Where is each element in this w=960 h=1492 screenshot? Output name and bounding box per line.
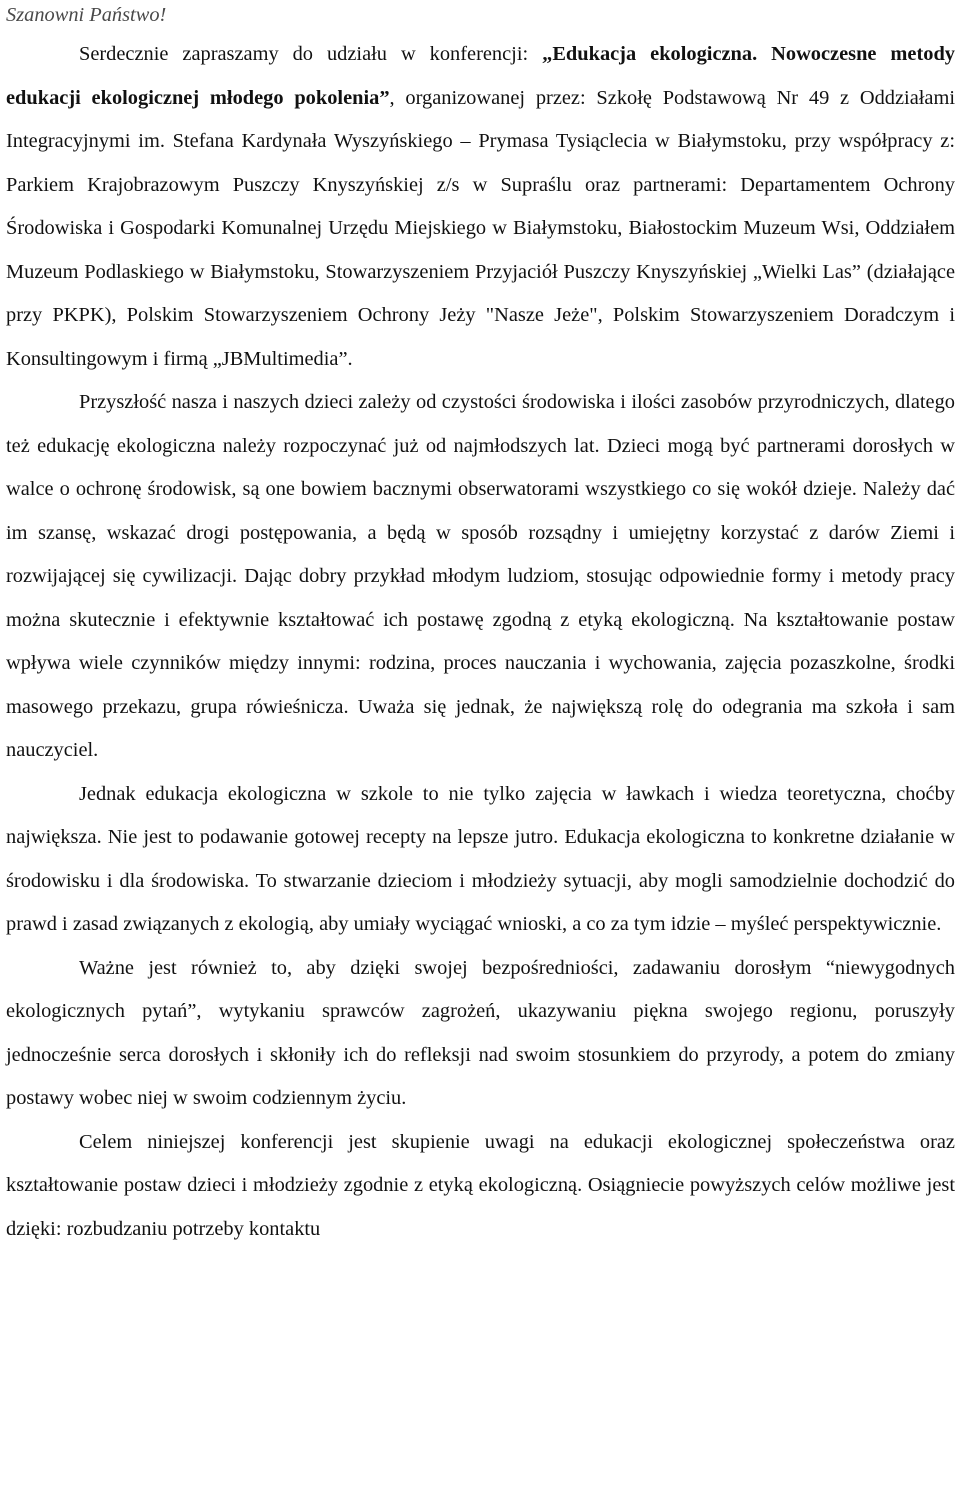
document-page: [6, 0, 955, 1251]
intro-lead: Serdecznie zapraszamy do udziału w konferencji:: [79, 43, 543, 65]
paragraph-importance: Ważne jest również to, aby dzięki swojej bezpośredniości, zadawaniu dorosłym “niewygodnych ekologicznych pytań”, wytykaniu sprawców zagrożeń, ukazywaniu piękna swojego regionu, poruszyły jednocześnie serca dorosłych i skłoniły ich do refleksji nad swoim stosunkiem do przyrody, a potem do zmiany postawy wobec niej w swoim codziennym życiu.: [6, 956, 955, 1109]
intro-rest: , organizowanej przez: Szkołę Podstawową Nr 49 z Oddziałami Integracyjnymi im. Stefana Kardynała Wyszyńskiego – Prymasa Tysiąclecia w Białymstoku, przy współpracy z: Parkiem Krajobrazowym Puszczy Knyszyńskiej z/s w Supraślu oraz partnerami: Departamentem Ochrony Środowiska i Gospodarki Komunalnej Urzędu Miejskiego w Białymstoku, Białostockim Muzeum Wsi, Oddziałem Muzeum Podlaskiego w Białymstoku, Stowarzyszeniem Przyjaciół Puszczy Knyszyńskiej „Wielki Las” (działające przy PKPK), Polskim Stowarzyszeniem Ochrony Jeży "Nasze Jeże", Polskim Stowarzyszeniem Doradczym i Konsultingowym i firmą „JBMultimedia”.: [6, 86, 955, 370]
paragraph-education: Jednak edukacja ekologiczna w szkole to nie tylko zajęcia w ławkach i wiedza teoretyczna, choćby największa. Nie jest to podawanie gotowej recepty na lepsze jutro. Edukacja ekologiczna to konkretne działanie w środowisku i dla środowiska. To stwarzanie dzieciom i młodzieży sytuacji, aby mogli samodzielnie dochodzić do prawd i zasad związanych z ekologią, aby umiały wyciągać wnioski, a co za tym idzie – myśleć perspektywicznie.: [6, 782, 955, 935]
conference-title: „Edukacja ekologiczna. Nowoczesne metody edukacji ekologicznej młodego pokolenia”: [6, 43, 955, 109]
paragraph-future: Przyszłość nasza i naszych dzieci zależy od czystości środowiska i ilości zasobów przyrodniczych, dlatego też edukację ekologiczna należy rozpoczynać już od najmłodszych lat. Dzieci mogą być partnerami dorosłych w walce o ochronę środowisk, są one bowiem bacznymi obserwatorami wszystkiego co się wokół dzieje. Należy dać im szansę, wskazać drogi postępowania, a będą w sposób rozsądny i umiejętny korzystać z darów Ziemi i rozwijającej się cywilizacji. Dając dobry przykład młodym ludziom, stosując odpowiednie formy i metody pracy można skutecznie i efektywnie kształtować ich postawę zgodną z etyką ekologiczną. Na kształtowanie postaw wpływa wiele czynników między innymi: rodzina, proces nauczania i wychowania, zajęcia pozaszkolne, środki masowego przekazu, grupa rówieśnicza. Uważa się jednak, że największą rolę do odegrania ma szkoła i sam nauczyciel.: [6, 391, 955, 761]
paragraph-goal: Celem niniejszej konferencji jest skupienie uwagi na edukacji ekologicznej społeczeństwa oraz kształtowanie postaw dzieci i młodzieży zgodnie z etyką ekologiczną. Osiągniecie powyższych celów możliwe jest dzięki: rozbudzaniu potrzeby kontaktu: [6, 1130, 955, 1240]
intro-paragraph: [6, 33, 955, 381]
salutation: Szanowni Państwo!: [6, 4, 167, 26]
